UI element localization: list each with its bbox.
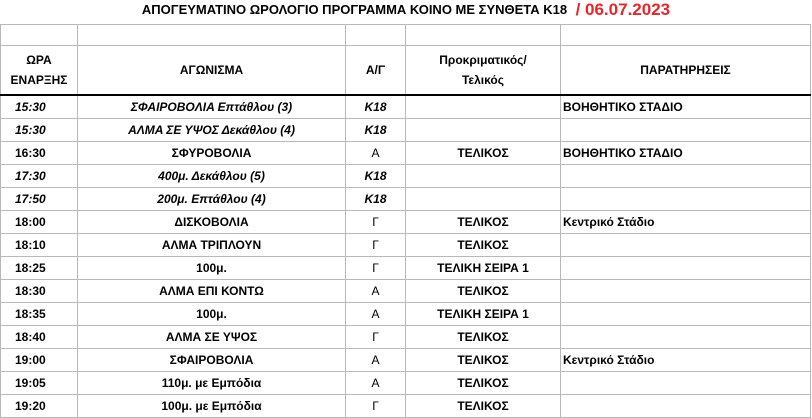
- cell-time: 18:35: [1, 303, 78, 326]
- cell-notes: Κεντρικό Στάδιο: [561, 211, 811, 234]
- cell-ag: Α: [346, 280, 406, 303]
- cell-event: ΣΦΑΙΡΟΒΟΛΙΑ Επτάθλου (3): [78, 95, 346, 119]
- header-event: ΑΓΩΝΙΣΜΑ: [78, 46, 346, 96]
- table-row: [1, 95, 811, 119]
- cell-round: ΤΕΛΙΚΟΣ: [406, 234, 561, 257]
- cell-notes: [561, 303, 811, 326]
- cell-event: 400μ. Δεκάθλου (5): [78, 165, 346, 188]
- cell-notes: [561, 165, 811, 188]
- table-row: [1, 326, 811, 349]
- cell-ag: Κ18: [346, 119, 406, 142]
- table-row: [1, 280, 811, 303]
- spacer-row: [1, 25, 811, 46]
- cell-time: 18:10: [1, 234, 78, 257]
- cell-round: ΤΕΛΙΚΟΣ: [406, 349, 561, 372]
- cell-event: ΑΛΜΑ ΣΕ ΥΨΟΣ Δεκάθλου (4): [78, 119, 346, 142]
- header-notes: ΠΑΡΑΤΗΡΗΣΕΙΣ: [561, 46, 811, 96]
- cell-event: ΣΦΑΙΡΟΒΟΛΙΑ: [78, 349, 346, 372]
- cell-ag: Γ: [346, 326, 406, 349]
- table-row: [1, 188, 811, 211]
- cell-round: ΤΕΛΙΚΟΣ: [406, 280, 561, 303]
- table-row: [1, 142, 811, 165]
- cell-event: ΣΦΥΡΟΒΟΛΙΑ: [78, 142, 346, 165]
- cell-round: [406, 188, 561, 211]
- cell-time: 16:30: [1, 142, 78, 165]
- cell-ag: Κ18: [346, 165, 406, 188]
- cell-event: 100μ. με Εμπόδια: [78, 395, 346, 418]
- table-row: [1, 211, 811, 234]
- cell-time: 17:30: [1, 165, 78, 188]
- cell-round: [406, 95, 561, 119]
- cell-notes: [561, 188, 811, 211]
- cell-notes: [561, 257, 811, 280]
- cell-time: 18:30: [1, 280, 78, 303]
- cell-notes: [561, 119, 811, 142]
- cell-ag: Κ18: [346, 95, 406, 119]
- header-round: Προκριματικός/ Τελικός: [406, 46, 561, 96]
- cell-round: [406, 119, 561, 142]
- header-time: ΩΡΑ ΕΝΑΡΞΗΣ: [1, 46, 78, 96]
- cell-time: 18:40: [1, 326, 78, 349]
- title-date: / 06.07.2023: [575, 0, 671, 19]
- cell-notes: [561, 372, 811, 395]
- cell-ag: Α: [346, 142, 406, 165]
- cell-round: ΤΕΛΙΚΟΣ: [406, 372, 561, 395]
- cell-time: 18:25: [1, 257, 78, 280]
- cell-notes: [561, 326, 811, 349]
- cell-ag: Α: [346, 303, 406, 326]
- header-ag: Α/Γ: [346, 46, 406, 96]
- cell-time: 19:20: [1, 395, 78, 418]
- cell-event: 100μ.: [78, 303, 346, 326]
- cell-event: 110μ. με Εμπόδια: [78, 372, 346, 395]
- cell-ag: Γ: [346, 395, 406, 418]
- cell-time: 18:00: [1, 211, 78, 234]
- cell-event: 200μ. Επτάθλου (4): [78, 188, 346, 211]
- table-row: [1, 303, 811, 326]
- cell-event: ΑΛΜΑ ΕΠΙ ΚΟΝΤΩ: [78, 280, 346, 303]
- schedule-table: [0, 24, 811, 418]
- table-row: [1, 234, 811, 257]
- cell-time: 19:00: [1, 349, 78, 372]
- cell-ag: Α: [346, 349, 406, 372]
- cell-event: ΑΛΜΑ ΣΕ ΥΨΟΣ: [78, 326, 346, 349]
- page-title: [0, 0, 812, 24]
- cell-notes: ΒΟΗΘΗΤΙΚΟ ΣΤΑΔΙΟ: [561, 142, 811, 165]
- cell-notes: [561, 395, 811, 418]
- cell-time: 15:30: [1, 119, 78, 142]
- cell-ag: Γ: [346, 211, 406, 234]
- cell-event: 100μ.: [78, 257, 346, 280]
- cell-notes: [561, 234, 811, 257]
- table-row: [1, 257, 811, 280]
- cell-round: ΤΕΛΙΚΗ ΣΕΙΡΑ 1: [406, 303, 561, 326]
- cell-round: ΤΕΛΙΚΟΣ: [406, 142, 561, 165]
- cell-round: ΤΕΛΙΚΗ ΣΕΙΡΑ 1: [406, 257, 561, 280]
- cell-notes: Κεντρικό Στάδιο: [561, 349, 811, 372]
- table-row: [1, 372, 811, 395]
- table-row: [1, 349, 811, 372]
- table-row: [1, 165, 811, 188]
- cell-round: ΤΕΛΙΚΟΣ: [406, 326, 561, 349]
- cell-round: [406, 165, 561, 188]
- cell-round: ΤΕΛΙΚΟΣ: [406, 395, 561, 418]
- title-text: ΑΠΟΓΕΥΜΑΤΙΝΟ ΩΡΟΛΟΓΙΟ ΠΡΟΓΡΑΜΜΑ ΚΟΙΝΟ ΜΕ ΣΥΝΘΕΤΑ Κ18: [141, 2, 568, 17]
- cell-event: ΑΛΜΑ ΤΡΙΠΛΟΥΝ: [78, 234, 346, 257]
- header-row: [1, 46, 811, 96]
- table-row: [1, 119, 811, 142]
- cell-ag: Γ: [346, 257, 406, 280]
- cell-ag: Γ: [346, 234, 406, 257]
- cell-notes: ΒΟΗΘΗΤΙΚΟ ΣΤΑΔΙΟ: [561, 95, 811, 119]
- cell-event: ΔΙΣΚΟΒΟΛΙΑ: [78, 211, 346, 234]
- table-row: [1, 395, 811, 418]
- cell-round: ΤΕΛΙΚΟΣ: [406, 211, 561, 234]
- cell-time: 17:50: [1, 188, 78, 211]
- cell-notes: [561, 280, 811, 303]
- cell-time: 15:30: [1, 95, 78, 119]
- cell-ag: Κ18: [346, 188, 406, 211]
- cell-time: 19:05: [1, 372, 78, 395]
- cell-ag: Α: [346, 372, 406, 395]
